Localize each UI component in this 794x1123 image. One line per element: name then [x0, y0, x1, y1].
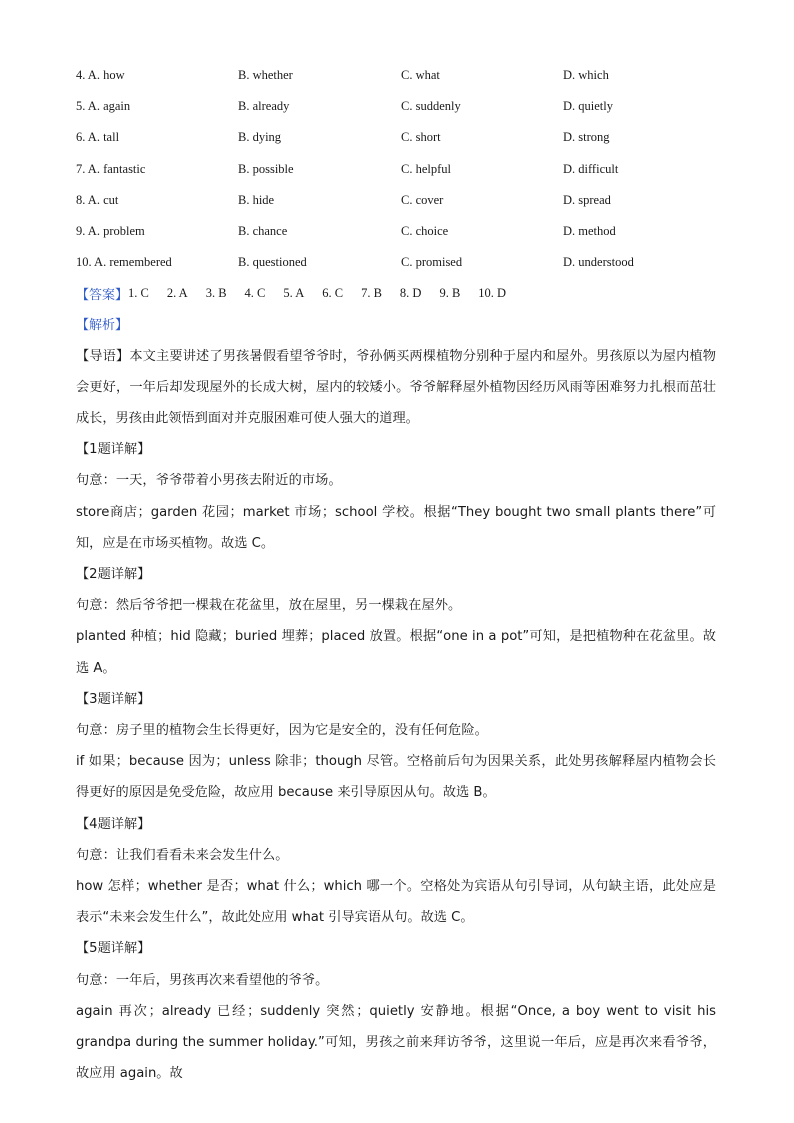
option-row	[76, 122, 716, 153]
option-a: 7. A. fantastic	[76, 161, 146, 176]
section-heading: 【5题详解】	[76, 941, 151, 957]
section-detail: again 再次；already 已经；suddenly 突然；quietly 安静地。根据“Once, a boy went to visit his grandpa during the summer holiday.”可知，男孩之前来拜访爷爷，这里说一年后，应是再次来看爷爷，故应用 again。故	[76, 1003, 716, 1082]
option-row	[76, 91, 716, 122]
option-d: D. which	[563, 68, 609, 83]
option-row	[76, 216, 716, 247]
analysis-tag: 【解析】	[76, 317, 129, 333]
option-c: C. cover	[401, 192, 444, 207]
option-c: C. suddenly	[401, 99, 461, 114]
answer-item: 6. C	[322, 286, 344, 301]
answer-item: 10. D	[478, 286, 507, 301]
option-row	[76, 247, 716, 278]
answer-item: 5. A	[283, 286, 305, 301]
option-b: B. already	[238, 99, 290, 114]
section-meaning: 句意：然后爷爷把一棵栽在花盆里，放在屋里，另一棵栽在屋外。	[76, 598, 462, 614]
option-row	[76, 60, 716, 91]
option-table	[76, 60, 716, 278]
option-a: 6. A. tall	[76, 130, 120, 145]
answer-item: 9. B	[439, 286, 461, 301]
option-d: D. difficult	[563, 161, 619, 176]
section-heading: 【2题详解】	[76, 567, 151, 583]
analysis-heading	[76, 310, 716, 341]
option-c: C. what	[401, 68, 440, 83]
option-b: B. chance	[238, 224, 288, 239]
option-d: D. spread	[563, 192, 611, 207]
section-meaning: 句意：让我们看看未来会发生什么。	[76, 847, 289, 863]
answer-item: 4. C	[244, 286, 266, 301]
section-detail: how 怎样；whether 是否；what 什么；which 哪一个。空格处为宾语从句引导词，从句缺主语，此处应是表示“未来会发生什么”，故此处应用 what 引导宾语从句。故选 C。	[76, 879, 716, 926]
section-meaning: 句意：一年后，男孩再次来看望他的爷爷。	[76, 972, 329, 988]
option-b: B. possible	[238, 161, 294, 176]
option-b: B. hide	[238, 192, 275, 207]
option-b: B. dying	[238, 130, 282, 145]
option-c: C. short	[401, 130, 441, 145]
section-heading: 【1题详解】	[76, 442, 151, 458]
section-detail: if 如果；because 因为；unless 除非；though 尽管。空格前后句为因果关系，此处男孩解释屋内植物会长得更好的原因是免受危险，故应用 because 来引导原因从句。故选 B。	[76, 754, 716, 801]
answer-list	[128, 286, 524, 301]
document-page	[76, 60, 716, 1089]
option-a: 10. A. remembered	[76, 255, 172, 270]
detail-sections	[76, 434, 716, 1089]
option-c: C. promised	[401, 255, 463, 270]
answer-item: 8. D	[399, 286, 422, 301]
option-c: C. helpful	[401, 161, 451, 176]
option-a: 4. A. how	[76, 68, 125, 83]
answer-item: 3. B	[205, 286, 227, 301]
section-meaning: 句意：一天，爷爷带着小男孩去附近的市场。	[76, 473, 342, 489]
option-c: C. choice	[401, 224, 449, 239]
option-d: D. understood	[563, 255, 634, 270]
option-a: 9. A. problem	[76, 224, 145, 239]
option-row	[76, 154, 716, 185]
option-d: D. method	[563, 224, 616, 239]
answer-item: 7. B	[361, 286, 382, 301]
answer-tag: 【答案】	[76, 288, 129, 304]
option-b: B. questioned	[238, 255, 307, 270]
section-heading: 【4题详解】	[76, 816, 151, 832]
option-b: B. whether	[238, 68, 293, 83]
option-a: 5. A. again	[76, 99, 131, 114]
answer-item: 1. C	[128, 286, 149, 301]
intro-paragraph: 【导语】本文主要讲述了男孩暑假看望爷爷时，爷孙俩买两棵植物分别种于屋内和屋外。男孩原以为屋内植物会更好，一年后却发现屋外的长成大树，屋内的较矮小。爷爷解释屋外植物因经历风雨等困难努力扎根而茁壮成长，男孩由此领悟到面对并克服困难可使人强大的道理。	[76, 348, 716, 427]
section-detail: planted 种植；hid 隐藏；buried 埋葬；placed 放置。根据“one in a pot”可知，是把植物种在花盆里。故选 A。	[76, 629, 716, 676]
section-detail: store商店；garden 花园；market 市场；school 学校。根据“They bought two small plants there”可知，应是在市场买植物。故选 C。	[76, 504, 716, 551]
answer-line	[76, 278, 716, 309]
answer-item: 2. A	[166, 286, 188, 301]
option-d: D. strong	[563, 130, 610, 145]
section-meaning: 句意：房子里的植物会生长得更好，因为它是安全的，没有任何危险。	[76, 723, 488, 739]
option-a: 8. A. cut	[76, 192, 119, 207]
section-heading: 【3题详解】	[76, 691, 151, 707]
option-row	[76, 185, 716, 216]
option-d: D. quietly	[563, 99, 613, 114]
